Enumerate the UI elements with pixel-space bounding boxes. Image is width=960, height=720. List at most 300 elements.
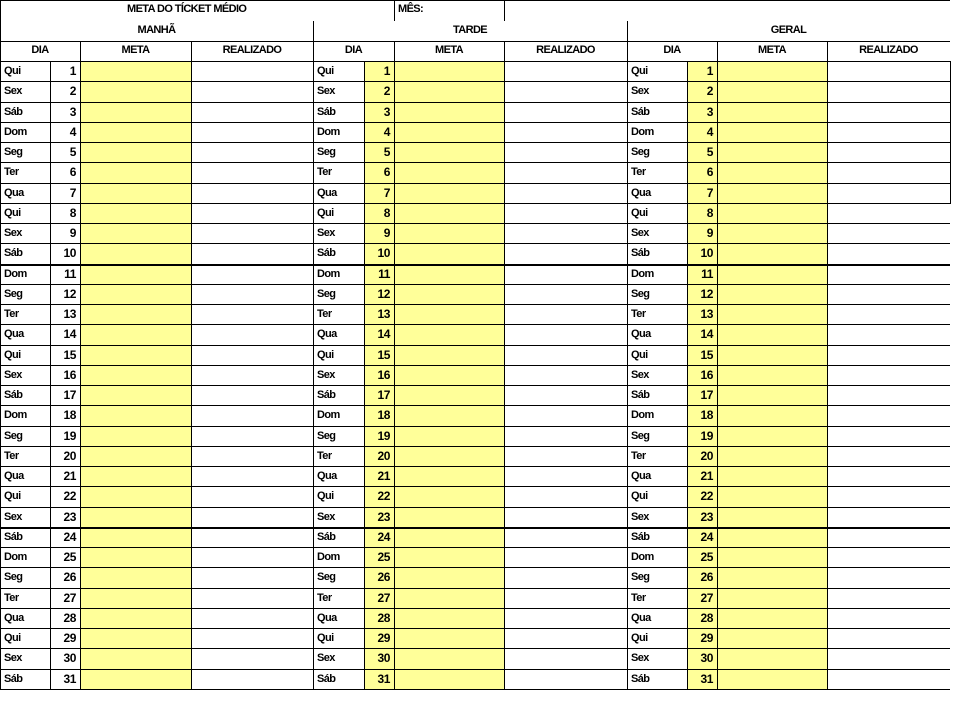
meta-input-manha[interactable]	[80, 304, 191, 324]
meta-input-tarde[interactable]	[394, 405, 504, 426]
day-number: 2	[706, 84, 713, 98]
realizado-input-geral[interactable]	[827, 203, 950, 223]
meta-input-manha[interactable]	[80, 264, 191, 284]
meta-input-tarde[interactable]	[394, 122, 504, 142]
meta-input-manha[interactable]	[80, 426, 191, 446]
meta-input-manha[interactable]	[80, 183, 191, 203]
meta-input-geral[interactable]	[717, 527, 827, 547]
grid-hline	[0, 122, 950, 123]
realizado-input-manha[interactable]	[191, 365, 313, 385]
meta-input-manha[interactable]	[80, 547, 191, 567]
day-name: Sex	[4, 227, 22, 239]
meta-input-tarde[interactable]	[394, 547, 504, 567]
day-name: Dom	[631, 551, 654, 563]
meta-input-geral[interactable]	[717, 628, 827, 648]
header-realizado-tarde: REALIZADO	[536, 44, 595, 56]
realizado-input-tarde[interactable]	[504, 446, 627, 466]
day-name: Seg	[631, 288, 650, 300]
day-name: Dom	[631, 409, 654, 421]
realizado-input-geral[interactable]	[827, 405, 950, 426]
realizado-input-geral[interactable]	[827, 324, 950, 345]
section-label-geral: GERAL	[770, 24, 807, 36]
meta-input-tarde[interactable]	[394, 304, 504, 324]
realizado-input-manha[interactable]	[191, 466, 313, 486]
realizado-input-tarde[interactable]	[504, 102, 627, 122]
realizado-input-tarde[interactable]	[504, 608, 627, 628]
day-number: 14	[377, 327, 390, 341]
meta-input-tarde[interactable]	[394, 466, 504, 486]
realizado-input-geral[interactable]	[827, 243, 950, 264]
realizado-input-tarde[interactable]	[504, 324, 627, 345]
day-number: 30	[63, 651, 76, 665]
meta-input-tarde[interactable]	[394, 345, 504, 365]
day-name: Sex	[317, 369, 335, 381]
realizado-input-manha[interactable]	[191, 61, 313, 81]
day-number: 18	[700, 408, 713, 422]
meta-input-tarde[interactable]	[394, 527, 504, 547]
realizado-input-manha[interactable]	[191, 243, 313, 264]
meta-input-tarde[interactable]	[394, 162, 504, 183]
day-name: Qua	[631, 612, 651, 624]
meta-input-tarde[interactable]	[394, 183, 504, 203]
meta-input-geral[interactable]	[717, 81, 827, 102]
day-number: 25	[63, 550, 76, 564]
day-name: Dom	[317, 409, 340, 421]
meta-input-tarde[interactable]	[394, 264, 504, 284]
day-number: 10	[377, 246, 390, 260]
meta-input-geral[interactable]	[717, 426, 827, 446]
meta-input-geral[interactable]	[717, 446, 827, 466]
day-number: 16	[700, 368, 713, 382]
day-number: 24	[63, 530, 76, 544]
realizado-input-tarde[interactable]	[504, 203, 627, 223]
day-name: Sex	[4, 369, 22, 381]
realizado-input-geral[interactable]	[827, 547, 950, 567]
meta-input-manha[interactable]	[80, 446, 191, 466]
day-number: 6	[383, 165, 390, 179]
meta-input-manha[interactable]	[80, 405, 191, 426]
meta-input-geral[interactable]	[717, 243, 827, 264]
realizado-input-tarde[interactable]	[504, 547, 627, 567]
realizado-input-geral[interactable]	[827, 648, 950, 669]
realizado-input-tarde[interactable]	[504, 405, 627, 426]
realizado-input-tarde[interactable]	[504, 567, 627, 588]
day-number: 20	[700, 449, 713, 463]
grid-vline	[191, 41, 192, 690]
meta-input-manha[interactable]	[80, 203, 191, 223]
meta-input-geral[interactable]	[717, 304, 827, 324]
day-number: 9	[383, 226, 390, 240]
realizado-input-tarde[interactable]	[504, 426, 627, 446]
meta-input-geral[interactable]	[717, 61, 827, 81]
realizado-input-tarde[interactable]	[504, 81, 627, 102]
realizado-input-manha[interactable]	[191, 628, 313, 648]
meta-input-manha[interactable]	[80, 669, 191, 689]
day-number: 1	[383, 64, 390, 78]
realizado-input-geral[interactable]	[827, 466, 950, 486]
grid-hline	[0, 162, 950, 163]
meta-input-manha[interactable]	[80, 61, 191, 81]
day-number: 5	[383, 145, 390, 159]
day-name: Sex	[631, 369, 649, 381]
day-number: 26	[700, 570, 713, 584]
meta-input-tarde[interactable]	[394, 365, 504, 385]
header-realizado-manha: REALIZADO	[222, 44, 282, 56]
day-name: Sáb	[631, 247, 650, 259]
meta-input-tarde[interactable]	[394, 608, 504, 628]
meta-input-manha[interactable]	[80, 628, 191, 648]
realizado-input-manha[interactable]	[191, 304, 313, 324]
meta-input-manha[interactable]	[80, 486, 191, 507]
realizado-input-geral[interactable]	[827, 527, 950, 547]
grid-hline	[0, 81, 950, 82]
realizado-input-manha[interactable]	[191, 122, 313, 142]
day-name: Qui	[631, 490, 648, 502]
meta-input-geral[interactable]	[717, 142, 827, 162]
realizado-input-geral[interactable]	[827, 426, 950, 446]
day-number: 13	[377, 307, 390, 321]
day-name: Qua	[631, 187, 651, 199]
realizado-input-tarde[interactable]	[504, 264, 627, 284]
day-name: Qui	[317, 65, 334, 77]
realizado-input-manha[interactable]	[191, 588, 313, 608]
realizado-input-tarde[interactable]	[504, 628, 627, 648]
meta-input-manha[interactable]	[80, 345, 191, 365]
meta-input-geral[interactable]	[717, 588, 827, 608]
day-number: 10	[63, 246, 76, 260]
realizado-input-manha[interactable]	[191, 203, 313, 223]
meta-input-geral[interactable]	[717, 102, 827, 122]
day-name: Sáb	[4, 106, 23, 118]
realizado-input-manha[interactable]	[191, 385, 313, 405]
realizado-input-manha[interactable]	[191, 567, 313, 588]
header-realizado-geral: REALIZADO	[859, 44, 918, 56]
grid-vline	[394, 0, 395, 21]
meta-input-geral[interactable]	[717, 203, 827, 223]
day-number: 1	[706, 64, 713, 78]
day-number: 12	[700, 287, 713, 301]
realizado-input-geral[interactable]	[827, 284, 950, 304]
grid-hline	[0, 61, 950, 62]
day-number: 9	[706, 226, 713, 240]
realizado-input-manha[interactable]	[191, 486, 313, 507]
day-name: Sex	[631, 652, 649, 664]
day-number: 29	[377, 631, 390, 645]
realizado-input-geral[interactable]	[827, 628, 950, 648]
day-number: 7	[69, 186, 76, 200]
realizado-input-geral[interactable]	[827, 669, 950, 689]
realizado-input-manha[interactable]	[191, 102, 313, 122]
meta-input-tarde[interactable]	[394, 324, 504, 345]
meta-input-tarde[interactable]	[394, 223, 504, 243]
meta-input-geral[interactable]	[717, 324, 827, 345]
grid-hline	[0, 486, 950, 487]
realizado-input-geral[interactable]	[827, 122, 950, 142]
realizado-input-manha[interactable]	[191, 608, 313, 628]
meta-input-tarde[interactable]	[394, 588, 504, 608]
day-number: 12	[377, 287, 390, 301]
meta-input-geral[interactable]	[717, 405, 827, 426]
meta-input-geral[interactable]	[717, 223, 827, 243]
day-number: 4	[706, 125, 713, 139]
day-name: Qui	[631, 349, 648, 361]
day-name: Dom	[631, 268, 654, 280]
meta-input-tarde[interactable]	[394, 61, 504, 81]
day-name: Ter	[317, 592, 332, 604]
grid-hline	[0, 284, 950, 285]
realizado-input-tarde[interactable]	[504, 284, 627, 304]
realizado-input-tarde[interactable]	[504, 527, 627, 547]
realizado-input-geral[interactable]	[827, 81, 950, 102]
realizado-input-manha[interactable]	[191, 81, 313, 102]
realizado-input-geral[interactable]	[827, 142, 950, 162]
meta-input-manha[interactable]	[80, 385, 191, 405]
grid-hline	[0, 628, 950, 629]
day-number: 27	[377, 591, 390, 605]
day-number: 2	[69, 84, 76, 98]
day-name: Sáb	[631, 531, 650, 543]
meta-input-manha[interactable]	[80, 324, 191, 345]
grid-hline	[0, 41, 950, 42]
meta-input-manha[interactable]	[80, 648, 191, 669]
realizado-input-geral[interactable]	[827, 61, 950, 81]
realizado-input-manha[interactable]	[191, 284, 313, 304]
meta-input-manha[interactable]	[80, 567, 191, 588]
realizado-input-manha[interactable]	[191, 648, 313, 669]
meta-input-geral[interactable]	[717, 162, 827, 183]
day-name: Qui	[4, 207, 21, 219]
realizado-input-tarde[interactable]	[504, 61, 627, 81]
realizado-input-geral[interactable]	[827, 385, 950, 405]
realizado-input-tarde[interactable]	[504, 142, 627, 162]
grid-hline	[0, 648, 950, 649]
realizado-input-geral[interactable]	[827, 183, 950, 203]
meta-input-tarde[interactable]	[394, 385, 504, 405]
meta-input-tarde[interactable]	[394, 486, 504, 507]
meta-input-tarde[interactable]	[394, 81, 504, 102]
meta-input-manha[interactable]	[80, 527, 191, 547]
day-number: 27	[63, 591, 76, 605]
meta-input-geral[interactable]	[717, 365, 827, 385]
realizado-input-tarde[interactable]	[504, 345, 627, 365]
realizado-input-manha[interactable]	[191, 527, 313, 547]
section-label-tarde: TARDE	[452, 24, 488, 36]
day-number: 20	[63, 449, 76, 463]
meta-input-manha[interactable]	[80, 365, 191, 385]
header-meta-manha: META	[121, 44, 150, 56]
day-name: Dom	[317, 551, 340, 563]
realizado-input-tarde[interactable]	[504, 648, 627, 669]
day-number: 7	[706, 186, 713, 200]
realizado-input-tarde[interactable]	[504, 365, 627, 385]
meta-input-geral[interactable]	[717, 284, 827, 304]
realizado-input-geral[interactable]	[827, 264, 950, 284]
realizado-input-geral[interactable]	[827, 588, 950, 608]
day-name: Qua	[4, 612, 24, 624]
realizado-input-geral[interactable]	[827, 304, 950, 324]
grid-hline	[0, 689, 950, 690]
realizado-input-manha[interactable]	[191, 507, 313, 527]
day-name: Sex	[317, 511, 335, 523]
day-number: 17	[377, 388, 390, 402]
meta-input-tarde[interactable]	[394, 507, 504, 527]
realizado-input-tarde[interactable]	[504, 466, 627, 486]
meta-input-manha[interactable]	[80, 81, 191, 102]
day-number: 7	[383, 186, 390, 200]
meta-input-tarde[interactable]	[394, 426, 504, 446]
day-number: 6	[706, 165, 713, 179]
meta-input-geral[interactable]	[717, 183, 827, 203]
meta-input-geral[interactable]	[717, 669, 827, 689]
realizado-input-manha[interactable]	[191, 426, 313, 446]
meta-input-manha[interactable]	[80, 588, 191, 608]
meta-input-geral[interactable]	[717, 567, 827, 588]
day-name: Qui	[631, 65, 648, 77]
day-number: 4	[69, 125, 76, 139]
grid-hline	[0, 142, 950, 143]
realizado-input-geral[interactable]	[827, 162, 950, 183]
day-name: Sáb	[631, 673, 650, 685]
realizado-input-manha[interactable]	[191, 547, 313, 567]
day-number: 23	[700, 510, 713, 524]
month-label: MÊS:	[398, 3, 424, 15]
meta-input-tarde[interactable]	[394, 567, 504, 588]
meta-input-geral[interactable]	[717, 345, 827, 365]
day-number: 31	[700, 672, 713, 686]
day-number: 3	[383, 105, 390, 119]
realizado-input-tarde[interactable]	[504, 122, 627, 142]
meta-input-manha[interactable]	[80, 102, 191, 122]
grid-hline	[0, 385, 950, 386]
meta-input-manha[interactable]	[80, 243, 191, 264]
realizado-input-manha[interactable]	[191, 162, 313, 183]
realizado-input-geral[interactable]	[827, 608, 950, 628]
realizado-input-tarde[interactable]	[504, 162, 627, 183]
day-number: 25	[700, 550, 713, 564]
meta-input-geral[interactable]	[717, 264, 827, 284]
realizado-input-geral[interactable]	[827, 365, 950, 385]
realizado-input-manha[interactable]	[191, 223, 313, 243]
realizado-input-manha[interactable]	[191, 446, 313, 466]
grid-hline	[0, 466, 950, 467]
meta-input-manha[interactable]	[80, 466, 191, 486]
day-number: 14	[63, 327, 76, 341]
grid-vline	[717, 41, 718, 690]
realizado-input-manha[interactable]	[191, 142, 313, 162]
grid-hline	[0, 0, 950, 1]
section-label-manha: MANHÃ	[137, 24, 176, 36]
day-name: Dom	[631, 126, 654, 138]
meta-input-geral[interactable]	[717, 648, 827, 669]
day-number: 3	[69, 105, 76, 119]
realizado-input-tarde[interactable]	[504, 588, 627, 608]
day-name: Qui	[317, 632, 334, 644]
realizado-input-geral[interactable]	[827, 102, 950, 122]
day-name: Qui	[631, 632, 648, 644]
day-number: 13	[700, 307, 713, 321]
day-name: Seg	[4, 430, 23, 442]
day-number: 29	[700, 631, 713, 645]
realizado-input-manha[interactable]	[191, 345, 313, 365]
realizado-input-geral[interactable]	[827, 446, 950, 466]
realizado-input-tarde[interactable]	[504, 385, 627, 405]
realizado-input-geral[interactable]	[827, 507, 950, 527]
day-number: 20	[377, 449, 390, 463]
grid-vline	[504, 0, 505, 21]
meta-input-tarde[interactable]	[394, 628, 504, 648]
realizado-input-manha[interactable]	[191, 669, 313, 689]
meta-input-tarde[interactable]	[394, 243, 504, 264]
realizado-input-tarde[interactable]	[504, 304, 627, 324]
meta-input-geral[interactable]	[717, 547, 827, 567]
realizado-input-tarde[interactable]	[504, 223, 627, 243]
meta-input-manha[interactable]	[80, 608, 191, 628]
day-name: Dom	[4, 409, 27, 421]
day-name: Ter	[631, 308, 646, 320]
meta-input-geral[interactable]	[717, 122, 827, 142]
realizado-input-manha[interactable]	[191, 183, 313, 203]
grid-hline	[0, 608, 950, 609]
realizado-input-tarde[interactable]	[504, 486, 627, 507]
header-dia-manha: DIA	[31, 44, 49, 56]
day-name: Sáb	[317, 531, 336, 543]
day-number: 22	[63, 489, 76, 503]
day-number: 8	[383, 206, 390, 220]
realizado-input-geral[interactable]	[827, 223, 950, 243]
meta-input-tarde[interactable]	[394, 648, 504, 669]
meta-input-manha[interactable]	[80, 122, 191, 142]
realizado-input-geral[interactable]	[827, 567, 950, 588]
grid-hline	[0, 446, 950, 447]
meta-input-geral[interactable]	[717, 507, 827, 527]
realizado-input-geral[interactable]	[827, 486, 950, 507]
meta-input-manha[interactable]	[80, 284, 191, 304]
day-name: Sáb	[631, 389, 650, 401]
meta-input-tarde[interactable]	[394, 446, 504, 466]
meta-input-manha[interactable]	[80, 142, 191, 162]
meta-input-geral[interactable]	[717, 466, 827, 486]
day-name: Dom	[4, 126, 27, 138]
realizado-input-tarde[interactable]	[504, 243, 627, 264]
day-number: 23	[377, 510, 390, 524]
meta-input-tarde[interactable]	[394, 102, 504, 122]
realizado-input-tarde[interactable]	[504, 507, 627, 527]
meta-input-geral[interactable]	[717, 486, 827, 507]
meta-input-geral[interactable]	[717, 385, 827, 405]
day-name: Qui	[317, 490, 334, 502]
meta-input-tarde[interactable]	[394, 669, 504, 689]
realizado-input-manha[interactable]	[191, 264, 313, 284]
day-name: Dom	[317, 126, 340, 138]
meta-input-manha[interactable]	[80, 507, 191, 527]
realizado-input-geral[interactable]	[827, 345, 950, 365]
month-input[interactable]	[505, 1, 625, 20]
day-name: Sex	[317, 227, 335, 239]
day-number: 15	[63, 348, 76, 362]
realizado-input-tarde[interactable]	[504, 669, 627, 689]
meta-input-manha[interactable]	[80, 223, 191, 243]
realizado-input-manha[interactable]	[191, 405, 313, 426]
meta-input-manha[interactable]	[80, 162, 191, 183]
meta-input-geral[interactable]	[717, 608, 827, 628]
meta-input-tarde[interactable]	[394, 284, 504, 304]
day-name: Ter	[631, 592, 646, 604]
meta-input-tarde[interactable]	[394, 142, 504, 162]
day-name: Qua	[317, 328, 337, 340]
realizado-input-manha[interactable]	[191, 324, 313, 345]
meta-input-tarde[interactable]	[394, 203, 504, 223]
realizado-input-tarde[interactable]	[504, 183, 627, 203]
